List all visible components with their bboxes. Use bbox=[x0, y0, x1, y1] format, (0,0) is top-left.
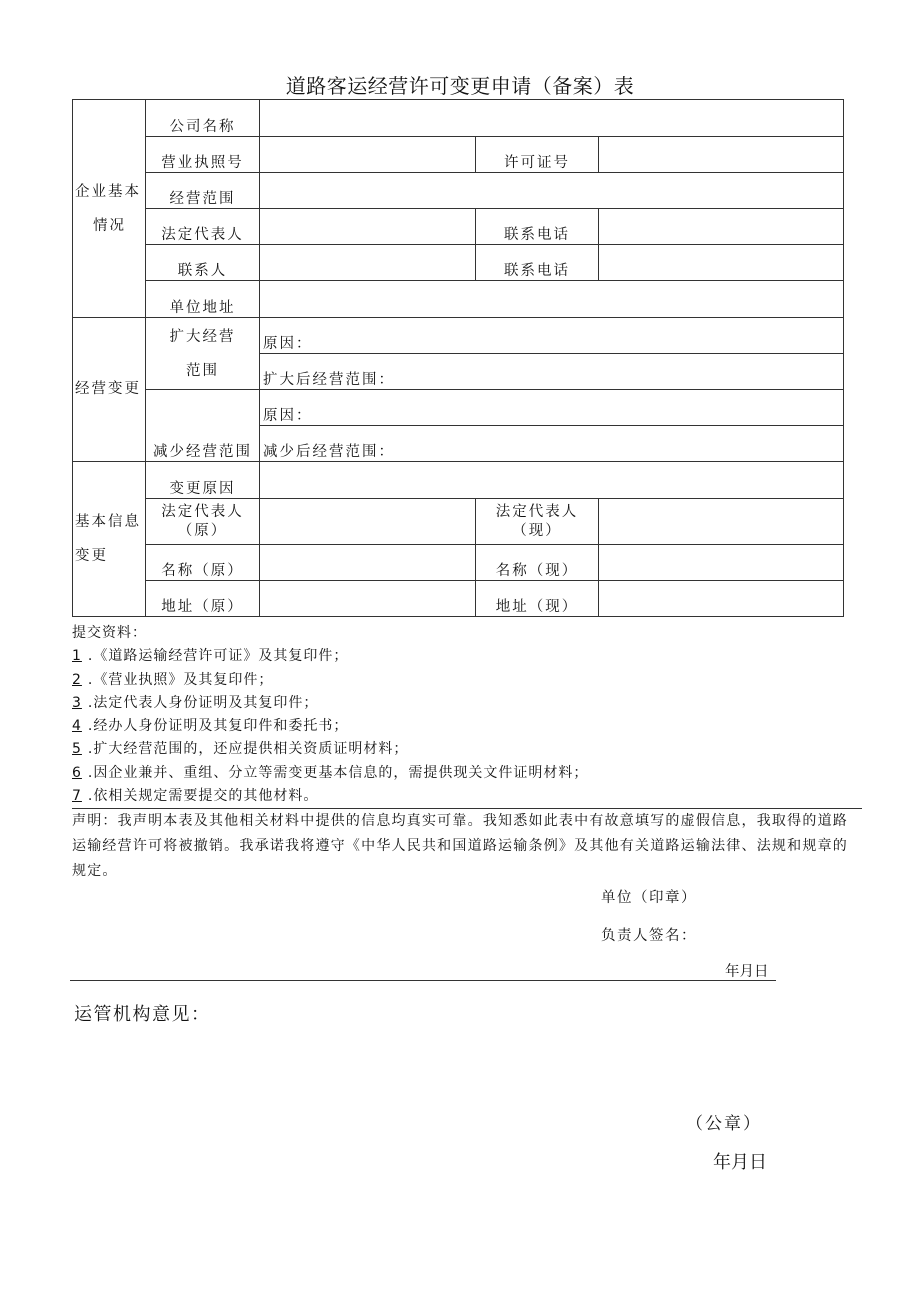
contact-label: 联系人 bbox=[146, 245, 260, 281]
name-old-field[interactable] bbox=[260, 545, 476, 581]
divider bbox=[70, 980, 776, 981]
legal-rep-field[interactable] bbox=[260, 209, 476, 245]
phone2-label: 联系电话 bbox=[476, 245, 599, 281]
addr-new-label: 地址（现） bbox=[476, 581, 599, 617]
name-old-label: 名称（原） bbox=[146, 545, 260, 581]
name-new-label: 名称（现） bbox=[476, 545, 599, 581]
legal-old-label: 法定代表人 （原） bbox=[146, 499, 260, 545]
materials-list bbox=[72, 622, 852, 809]
list-item: 2 .《营业执照》及其复印件； bbox=[72, 671, 274, 688]
signature-date: 年月日 bbox=[725, 964, 769, 980]
permit-no-field[interactable] bbox=[599, 137, 844, 173]
legal-old-field[interactable] bbox=[260, 499, 476, 545]
name-new-field[interactable] bbox=[599, 545, 844, 581]
change-reason-field[interactable] bbox=[260, 462, 844, 499]
list-item: 4 .经办人身份证明及其复印件和委托书； bbox=[72, 718, 349, 735]
change-reason-label: 变更原因 bbox=[146, 462, 260, 499]
address-label: 单位地址 bbox=[146, 281, 260, 318]
section-basic-label: 企业基本 情况 bbox=[73, 100, 146, 318]
form-title: 道路客运经营许可变更申请（备案）表 bbox=[285, 74, 635, 98]
company-name-field[interactable] bbox=[260, 100, 844, 137]
legal-rep-label: 法定代表人 bbox=[146, 209, 260, 245]
expand-reason-field[interactable]: 原因： bbox=[260, 318, 844, 354]
materials-heading: 提交资料： bbox=[72, 625, 147, 641]
business-license-label: 营业执照号 bbox=[146, 137, 260, 173]
authority-opinion-label: 运管机构意见： bbox=[74, 1004, 211, 1025]
section-info-label: 基本信息 变更 bbox=[73, 462, 146, 617]
list-item: 5 .扩大经营范围的，还应提供相关资质证明材料； bbox=[72, 741, 409, 758]
application-table bbox=[72, 99, 844, 617]
phone2-field[interactable] bbox=[599, 245, 844, 281]
reduce-scope-label: 减少经营范围 bbox=[146, 390, 260, 462]
company-name-label: 公司名称 bbox=[146, 100, 260, 137]
phone1-field[interactable] bbox=[599, 209, 844, 245]
phone1-label: 联系电话 bbox=[476, 209, 599, 245]
scope-field[interactable] bbox=[260, 173, 844, 209]
signer-label: 负责人签名： bbox=[601, 928, 697, 944]
reduce-reason-field[interactable]: 原因： bbox=[260, 390, 844, 426]
legal-new-label: 法定代表人 （现） bbox=[476, 499, 599, 545]
unit-seal-label: 单位（印章） bbox=[601, 890, 697, 906]
addr-new-field[interactable] bbox=[599, 581, 844, 617]
legal-new-field[interactable] bbox=[599, 499, 844, 545]
contact-field[interactable] bbox=[260, 245, 476, 281]
business-license-field[interactable] bbox=[260, 137, 476, 173]
opinion-date: 年月日 bbox=[713, 1152, 767, 1173]
list-item: 3 .法定代表人身份证明及其复印件； bbox=[72, 694, 319, 711]
official-seal-label: （公章） bbox=[686, 1114, 762, 1134]
addr-old-label: 地址（原） bbox=[146, 581, 260, 617]
list-item: 7 .依相关规定需要提交的其他材料。 bbox=[72, 785, 862, 809]
scope-label: 经营范围 bbox=[146, 173, 260, 209]
expand-scope-label: 扩大经营 范围 bbox=[146, 318, 260, 390]
after-expand-field[interactable]: 扩大后经营范围： bbox=[260, 354, 844, 390]
permit-no-label: 许可证号 bbox=[476, 137, 599, 173]
list-item: 6 .因企业兼并、重组、分立等需变更基本信息的，需提供现关文件证明材料； bbox=[72, 764, 589, 781]
list-item: 1 .《道路运输经营许可证》及其复印件； bbox=[72, 648, 349, 665]
declaration-text: 声明：我声明本表及其他相关材料中提供的信息均真实可靠。我知悉如此表中有故意填写的虚假信息，我取得的道路运输经营许可将被撤销。我承诺我将遵守《中华人民共和国道路运输条例》及其他有关道路运输法律、法规和规章的规定。 bbox=[72, 813, 848, 879]
section-change-label: 经营变更 bbox=[73, 318, 146, 462]
after-reduce-field[interactable]: 减少后经营范围： bbox=[260, 426, 844, 462]
addr-old-field[interactable] bbox=[260, 581, 476, 617]
address-field[interactable] bbox=[260, 281, 844, 318]
